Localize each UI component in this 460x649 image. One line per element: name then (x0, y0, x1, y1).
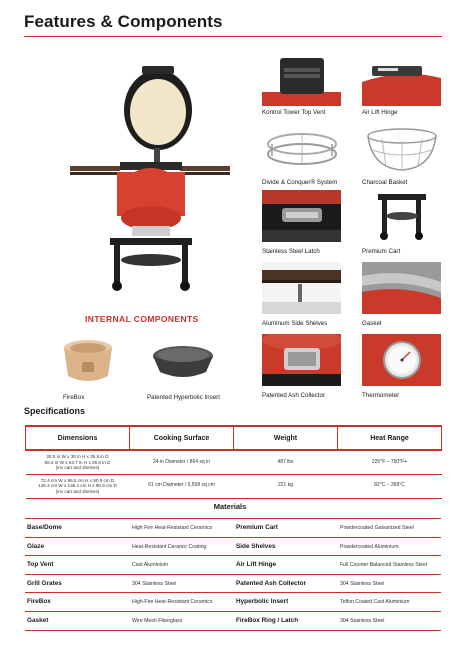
divide-conquer-label: Divide & Conquer® System (262, 179, 338, 186)
ash-collector-label: Patented Ash Collector (262, 392, 325, 399)
air-lift-hinge-label: Air Lift Hinge (362, 109, 398, 116)
specifications-heading: Specifications (24, 406, 86, 416)
spec-header-heat-range: Heat Range (338, 426, 442, 450)
divide-conquer-image (262, 124, 341, 176)
charcoal-basket-image (362, 124, 441, 176)
gasket-image (362, 262, 441, 314)
material-key: Side Shelves (236, 542, 276, 550)
premium-cart-image (362, 190, 441, 242)
material-key: Base/Dome (27, 524, 62, 531)
material-value: Heat-Resistant Ceramic Coating (132, 543, 207, 550)
material-value: Full Counter Balanced Stainless Steel (340, 562, 428, 569)
material-row (25, 519, 441, 538)
firebox-image (60, 336, 116, 386)
spec-dim-line: (inc cart and shelves) (55, 464, 100, 470)
hyperbolic-insert-image (150, 340, 216, 386)
spec-dim-line: 148.3 cm W x 136.4 cm H x 90.9 cm D (38, 483, 117, 489)
spec-dimensions-cell (26, 474, 130, 498)
spec-dim-line: 72.4 cm W x 96.5 cm H x 90.9 cm D (40, 477, 115, 483)
material-key: Gasket (27, 616, 49, 624)
premium-cart-label: Premium Cart (362, 248, 401, 255)
thermometer-image (362, 334, 441, 386)
material-value: High-Fire Heat-Resistant Ceramics (132, 599, 213, 606)
material-row (25, 612, 441, 631)
material-value: Powdercoated Aluminium (340, 543, 399, 550)
thermometer-label: Thermometer (362, 392, 400, 399)
spec-header-row (26, 426, 442, 450)
material-key: Top Vent (27, 561, 54, 569)
kontrol-tower-image (262, 54, 341, 106)
spec-weight-cell: 487 lbs (234, 450, 338, 474)
material-key: Patented Ash Collector (236, 579, 307, 587)
material-key: Grill Grates (27, 579, 62, 587)
spec-header-weight: Weight (234, 426, 338, 450)
material-value: Wire Mesh Fiberglass (132, 617, 183, 624)
materials-table (25, 519, 441, 631)
material-key: FireBox (27, 598, 51, 606)
specifications-table (25, 425, 442, 499)
internal-components-heading: INTERNAL COMPONENTS (85, 314, 199, 324)
spec-cooking-surface-cell: 61 cm Diameter / 5,558 sq cm (130, 474, 234, 498)
stainless-latch-image (262, 190, 341, 242)
spec-row-metric (26, 474, 442, 498)
material-key: Hyperbolic Insert (236, 598, 289, 606)
page-title: Features & Components (24, 12, 223, 31)
material-key: Air Lift Hinge (236, 561, 277, 569)
material-value: 304 Stainless Steel (132, 580, 177, 587)
ash-collector-image (262, 334, 341, 386)
charcoal-basket-label: Charcoal Basket (362, 179, 408, 186)
spec-row-imperial (26, 450, 442, 474)
title-divider (24, 36, 442, 37)
material-value: Cast Aluminium (132, 562, 169, 569)
material-value: 304 Stainless Steel (340, 580, 385, 587)
gasket-label: Gasket (362, 320, 382, 327)
grill-hero-image (70, 62, 230, 292)
spec-heat-range-cell: 225°F – 750°F+ (338, 450, 442, 474)
material-row (25, 556, 441, 575)
spec-dimensions-cell (26, 450, 130, 474)
material-key: Premium Cart (236, 524, 278, 531)
kontrol-tower-label: Kontrol Tower Top Vent (262, 109, 326, 116)
spec-heat-range-cell: 82°C – 399°C (338, 474, 442, 498)
material-value: Powdercoated Galvanized Steel (340, 525, 414, 531)
material-key: FireBox Ring / Latch (236, 616, 299, 624)
material-row (25, 593, 441, 612)
spec-header-cooking-surface: Cooking Surface (130, 426, 234, 450)
spec-cooking-surface-cell: 24 in Diameter / 864 sq in (130, 450, 234, 474)
spec-weight-cell: 221 kg (234, 474, 338, 498)
material-value: High Fire Heat-Resistant Ceramics (132, 525, 213, 531)
material-key: Glaze (27, 542, 45, 550)
side-shelves-image (262, 262, 341, 314)
air-lift-hinge-image (362, 54, 441, 106)
material-value: Teflon Coated Cast Aluminium (340, 599, 410, 606)
spec-dim-line: (inc cart and shelves) (55, 488, 100, 494)
material-value: 304 Stainless Steel (340, 617, 385, 624)
side-shelves-label: Aluminum Side Shelves (262, 320, 328, 327)
spec-dim-line: 58.4 in W x 53.7 in H x 35.8 in D (44, 459, 111, 465)
materials-heading: Materials (213, 502, 247, 511)
hyperbolic-insert-label: Patented Hyperbolic Insert (147, 394, 220, 401)
stainless-latch-label: Stainless Steel Latch (262, 248, 320, 255)
spec-dim-line: 28.5 in W x 38 in H x 35.8 in D (46, 454, 109, 460)
spec-header-dimensions: Dimensions (26, 426, 130, 450)
firebox-label: FireBox (63, 394, 85, 401)
material-row (25, 575, 441, 594)
material-row (25, 538, 441, 557)
